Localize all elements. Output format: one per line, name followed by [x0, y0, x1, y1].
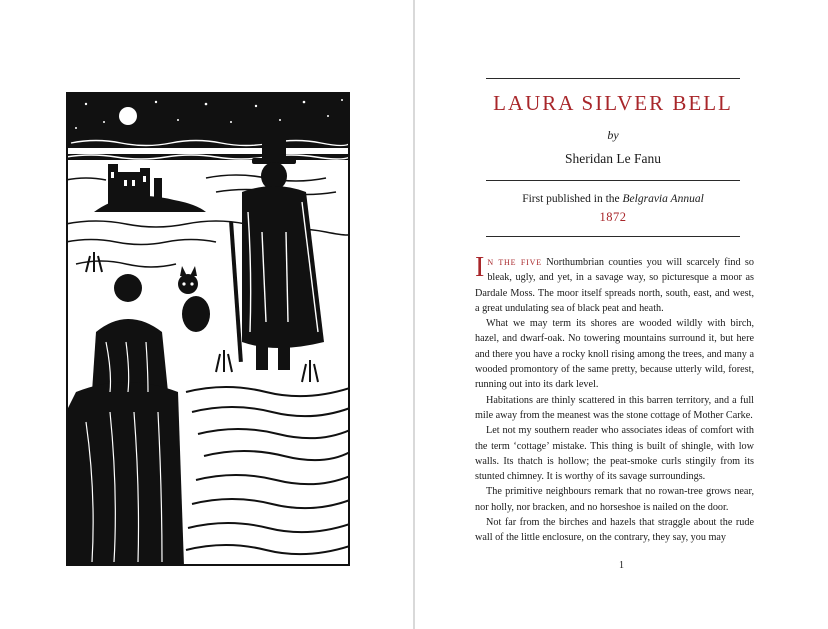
- book-title: LAURA SILVER BELL: [493, 91, 733, 115]
- paragraph-1: [475, 252, 754, 316]
- woodcut-illustration: [66, 92, 350, 566]
- paragraph-4: Let not my southern reader who associates ideas of comfort with the term ‘cottage’ mistake. This thing is built of shingle, with low walls. Its thatch is hollow; the peat-smoke curls stingily from its stunted chimney. It is worthy of its savage surroundings.: [475, 425, 754, 483]
- author-name: Sheridan Le Fanu: [565, 151, 661, 166]
- top-rule: [486, 78, 740, 79]
- story-text: [475, 252, 754, 546]
- title-block: [486, 78, 740, 237]
- by-line: by: [607, 128, 619, 142]
- paragraph-3: Habitations are thinly scattered in this barren territory, and a full mile away from the meanest was the stone cottage of Mother Carke.: [475, 394, 754, 421]
- paragraph-5: The primitive neighbours remark that no rowan-tree grows near, nor holly, nor bracken, and no horseshoe is nailed on the door.: [475, 486, 754, 513]
- publication-line: [486, 192, 740, 206]
- page-number: 1: [619, 560, 624, 571]
- left-page: [0, 0, 413, 629]
- drop-cap: I: [475, 252, 485, 283]
- publication-year: 1872: [599, 210, 627, 224]
- paragraph-1-text: Northumbrian counties you will scarcely find so bleak, ugly, and yet, in a savage way, so picturesque a moor as Dardale Moss. The moor itself spreads north, south, east, and west, a great undulating sea of black peat and heath.: [475, 257, 754, 314]
- lead-in-smallcaps: N THE FIVE: [487, 258, 542, 267]
- right-page: [415, 0, 828, 629]
- publication-name: Belgravia Annual: [622, 193, 704, 205]
- middle-rule: [486, 180, 740, 181]
- publication-prefix: First published in the: [522, 193, 620, 205]
- bottom-rule: [486, 236, 740, 237]
- paragraph-6: Not far from the birches and hazels that straggle about the rude wall of the little enclosure, on the contrary, they say, you may: [475, 517, 754, 544]
- paragraph-2: What we may term its shores are wooded wildly with birch, hazel, and dwarf-oak. No towering mountains surround it, but here and there you have a rocky knoll rising among the trees, and many a wooded promontory of the same pretty, because utterly wild, forest, running out into its dark level.: [475, 318, 754, 391]
